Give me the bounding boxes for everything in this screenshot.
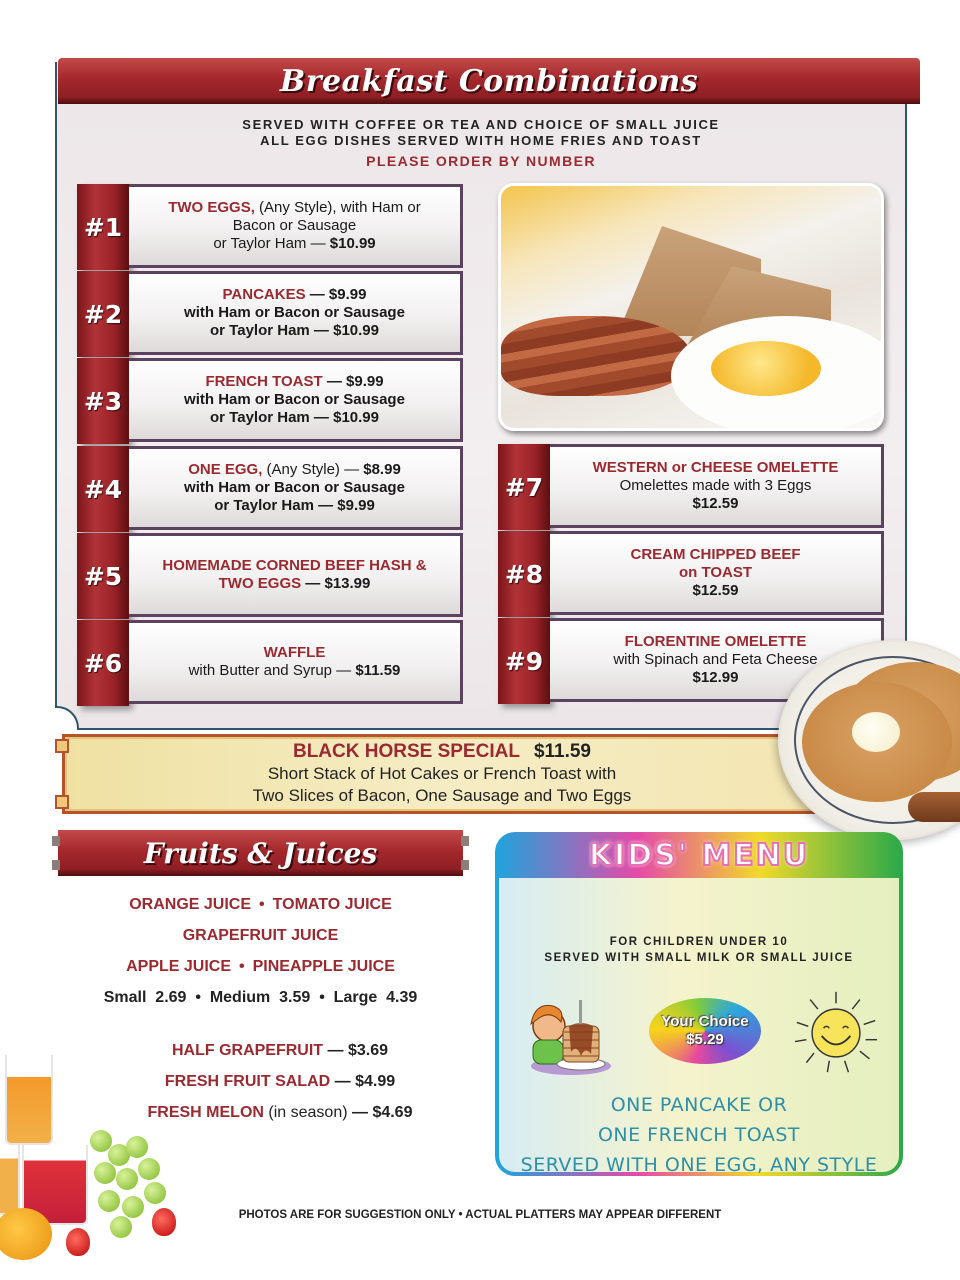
item-number: #2: [77, 271, 129, 357]
item-name: HOMEMADE CORNED BEEF HASH &: [162, 557, 427, 574]
item-description: [550, 444, 884, 528]
menu-item-1[interactable]: [77, 184, 463, 270]
item-name: WESTERN or CHEESE OMELETTE: [592, 459, 839, 476]
fruit-name: FRESH FRUIT SALAD: [164, 1073, 331, 1090]
item-name: TWO EGGS: [218, 575, 302, 592]
item-price: $11.59: [355, 662, 401, 679]
choice-label: Your Choice: [661, 1013, 749, 1030]
menu-item-4[interactable]: [77, 446, 463, 532]
item-text: Omelettes made with 3 Eggs: [619, 477, 812, 494]
egg-yolk-shape: [711, 341, 821, 396]
menu-item-7[interactable]: [498, 444, 884, 530]
separator: •: [259, 896, 265, 913]
item-description: [129, 446, 463, 530]
kids-subhead: [499, 934, 899, 966]
item-description: [129, 184, 463, 268]
breakfast-title: Breakfast Combinations: [279, 63, 699, 99]
special-price: $11.59: [533, 741, 592, 762]
grape: [144, 1182, 166, 1204]
special-name: BLACK HORSE SPECIAL: [292, 741, 520, 762]
special-desc-line-2: Two Slices of Bacon, One Sausage and Two Eggs: [252, 786, 632, 805]
item-name: ONE EGG,: [188, 461, 263, 478]
banner-notch: [461, 836, 469, 846]
banner-notch: [461, 860, 469, 870]
item-price: $12.59: [692, 495, 739, 512]
item-description: [129, 358, 463, 442]
kids-sub-line-1: FOR CHILDREN UNDER 10: [609, 936, 789, 948]
item-text: with Spinach and Feta Cheese: [613, 651, 818, 668]
grape: [126, 1136, 148, 1158]
order-note: PLEASE ORDER BY NUMBER: [366, 153, 596, 169]
photo-disclaimer: PHOTOS ARE FOR SUGGESTION ONLY • ACTUAL PLATTERS MAY APPEAR DIFFERENT: [238, 1209, 722, 1221]
special-title: [293, 741, 591, 763]
juice-tomato: TOMATO JUICE: [272, 896, 392, 913]
breakfast-photo: [498, 183, 884, 431]
juice-line-3: [58, 955, 463, 986]
kids-menu-body: [499, 878, 899, 1176]
item-name: on TOAST: [678, 564, 753, 581]
item-text: with Ham or Bacon or Sausage: [184, 304, 405, 321]
menu-item-8[interactable]: [498, 531, 884, 617]
smiley-sun-icon: [791, 990, 881, 1076]
juice-pineapple: PINEAPPLE JUICE: [252, 958, 395, 975]
juice-line-1: [58, 893, 463, 924]
kids-desc-line-1: ONE PANCAKE OR: [610, 1094, 788, 1116]
item-price: $8.99: [363, 461, 401, 478]
item-text: (Any Style), with Ham or: [254, 199, 421, 216]
item-description: [129, 620, 463, 704]
kids-menu-panel: [495, 832, 903, 1176]
grape: [94, 1162, 116, 1184]
kids-menu-title: KIDS' MENU: [588, 837, 810, 873]
item-number: #9: [498, 618, 550, 704]
item-number: #5: [77, 533, 129, 619]
item-text: (Any Style) —: [262, 461, 364, 478]
item-price: — $9.99: [305, 286, 367, 303]
fruit-name: FRESH MELON: [147, 1104, 264, 1121]
subhead-line-1: SERVED WITH COFFEE OR TEA AND CHOICE OF SMALL JUICE: [242, 117, 720, 132]
item-number: #3: [77, 358, 129, 444]
subhead-line-2: ALL EGG DISHES SERVED WITH HOME FRIES AND TOAST: [260, 133, 702, 148]
item-name: FRENCH TOAST: [205, 373, 323, 390]
strawberry: [66, 1228, 90, 1256]
fruit-price: — $3.69: [323, 1042, 389, 1059]
item-number: #1: [77, 184, 129, 270]
item-text: or Taylor Ham — $9.99: [214, 497, 375, 514]
juice-list: [58, 893, 463, 1017]
menu-item-2[interactable]: [77, 271, 463, 357]
item-price: $12.59: [692, 582, 739, 599]
special-desc-line-1: Short Stack of Hot Cakes or French Toast with: [267, 764, 617, 783]
corner-ornament: [55, 739, 69, 753]
item-price: — $13.99: [301, 575, 371, 592]
kids-desc-line-3: SERVED WITH ONE EGG, ANY STYLE: [520, 1154, 878, 1176]
separator: •: [239, 958, 245, 975]
grape: [138, 1158, 160, 1180]
juice-glass: [5, 1055, 53, 1145]
item-description: [129, 533, 463, 617]
item-name: FLORENTINE OMELETTE: [624, 633, 807, 650]
kids-desc-line-2: ONE FRENCH TOAST: [597, 1124, 801, 1146]
item-price: $12.99: [692, 669, 739, 686]
bacon-shape: [501, 316, 691, 396]
menu-item-3[interactable]: [77, 358, 463, 444]
item-name: CREAM CHIPPED BEEF: [630, 546, 801, 563]
item-description: [129, 271, 463, 355]
item-price: — $9.99: [322, 373, 384, 390]
juice-glass: [0, 1145, 20, 1215]
kids-menu-header: [495, 832, 903, 878]
fruit-name: HALF GRAPEFRUIT: [171, 1042, 324, 1059]
item-text: or Taylor Ham —: [213, 235, 330, 252]
item-text: or Taylor Ham — $10.99: [210, 409, 379, 426]
item-name: PANCAKES: [222, 286, 306, 303]
juice-sizes-prices: Small 2.69 • Medium 3.59 • Large 4.39: [103, 989, 418, 1006]
fruit-price: — $4.69: [347, 1104, 413, 1121]
item-description: [550, 531, 884, 615]
juice-apple: APPLE JUICE: [126, 958, 232, 975]
menu-item-5[interactable]: [77, 533, 463, 619]
juice-grapefruit: GRAPEFRUIT JUICE: [182, 927, 339, 944]
item-text: Bacon or Sausage: [232, 217, 357, 234]
banner-notch: [52, 836, 60, 846]
sausage-shape: [908, 792, 960, 822]
item-text: with Ham or Bacon or Sausage: [184, 391, 405, 408]
banner-notch: [52, 860, 60, 870]
item-number: #7: [498, 444, 550, 530]
menu-item-6[interactable]: [77, 620, 463, 706]
fruits-title: Fruits & Juices: [143, 836, 378, 870]
juice-orange: ORANGE JUICE: [129, 896, 252, 913]
breakfast-subhead: [55, 117, 907, 149]
item-text: with Butter and Syrup —: [188, 662, 356, 679]
grape: [116, 1168, 138, 1190]
item-text: or Taylor Ham — $10.99: [210, 322, 379, 339]
fruit-note: (in season): [263, 1104, 348, 1121]
item-number: #4: [77, 446, 129, 532]
black-horse-special[interactable]: [62, 734, 822, 814]
corner-ornament: [55, 795, 69, 809]
fruit-price: — $4.99: [330, 1073, 396, 1090]
kids-sub-line-2: SERVED WITH SMALL MILK OR SMALL JUICE: [544, 952, 854, 964]
fruits-banner: [58, 830, 463, 876]
your-choice-badge: [649, 998, 761, 1064]
item-number: #8: [498, 531, 550, 617]
item-name: WAFFLE: [263, 644, 326, 661]
breakfast-banner: [58, 58, 920, 104]
butter-shape: [852, 712, 900, 752]
item-text: with Ham or Bacon or Sausage: [184, 479, 405, 496]
kid-with-pancakes-icon: [521, 996, 613, 1076]
kids-description: [499, 1090, 899, 1180]
item-number: #6: [77, 620, 129, 706]
item-price: $10.99: [329, 235, 376, 252]
choice-price: $5.29: [686, 1031, 724, 1048]
item-name: TWO EGGS,: [168, 199, 255, 216]
